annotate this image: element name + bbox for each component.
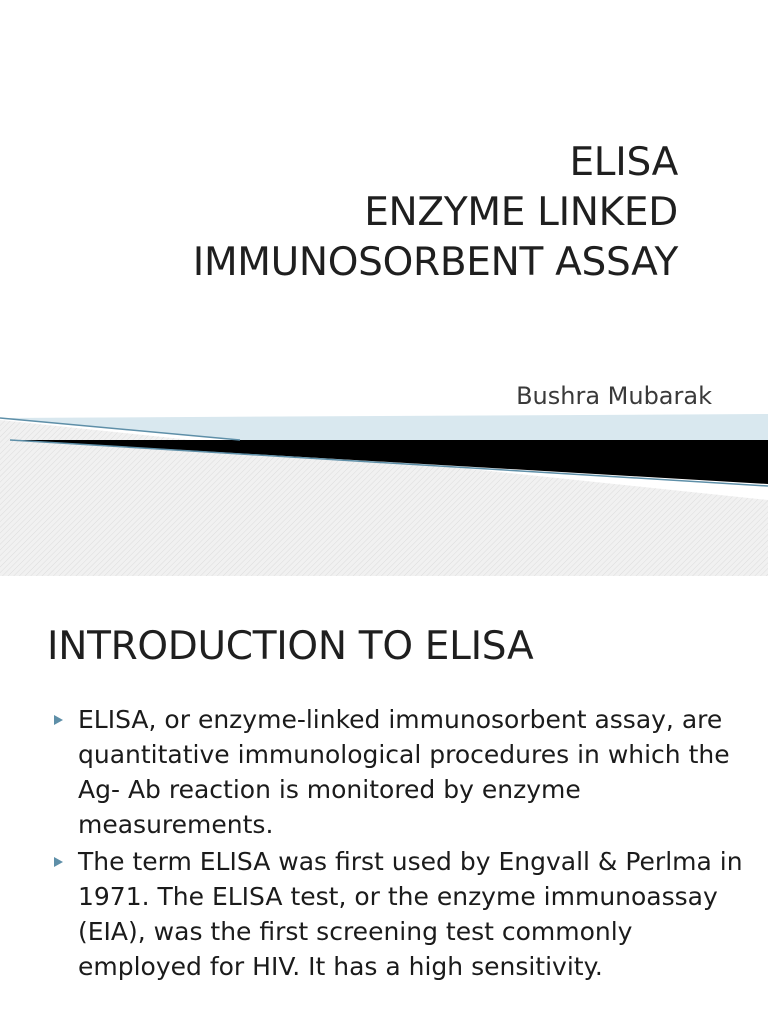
slide-heading: INTRODUCTION TO ELISA	[47, 624, 534, 669]
bullet-list	[54, 702, 754, 986]
title-line-1: ELISA	[569, 140, 678, 185]
bullet-text: ELISA, or enzyme-linked immunosorbent assay, are quantitative immunological procedures in which the Ag- Ab reaction is monitored by enzyme measurements.	[78, 705, 730, 839]
title-line-2: ENZYME LINKED	[364, 190, 678, 235]
triangle-bullet-icon	[54, 702, 78, 725]
title-line-3: IMMUNOSORBENT ASSAY	[192, 240, 678, 285]
bullet-text: The term ELISA was first used by Engvall & Perlma in 1971. The ELISA test, or the enzyme immunoassay (EIA), was the first screening test commonly employed for HIV. It has a high sensitivity.	[78, 847, 743, 981]
list-item	[54, 702, 754, 842]
author-name: Bushra Mubarak	[516, 382, 712, 410]
triangle-bullet-icon	[54, 844, 78, 867]
slide-title	[193, 138, 678, 288]
content-slide	[0, 576, 768, 1024]
list-item	[54, 844, 754, 984]
